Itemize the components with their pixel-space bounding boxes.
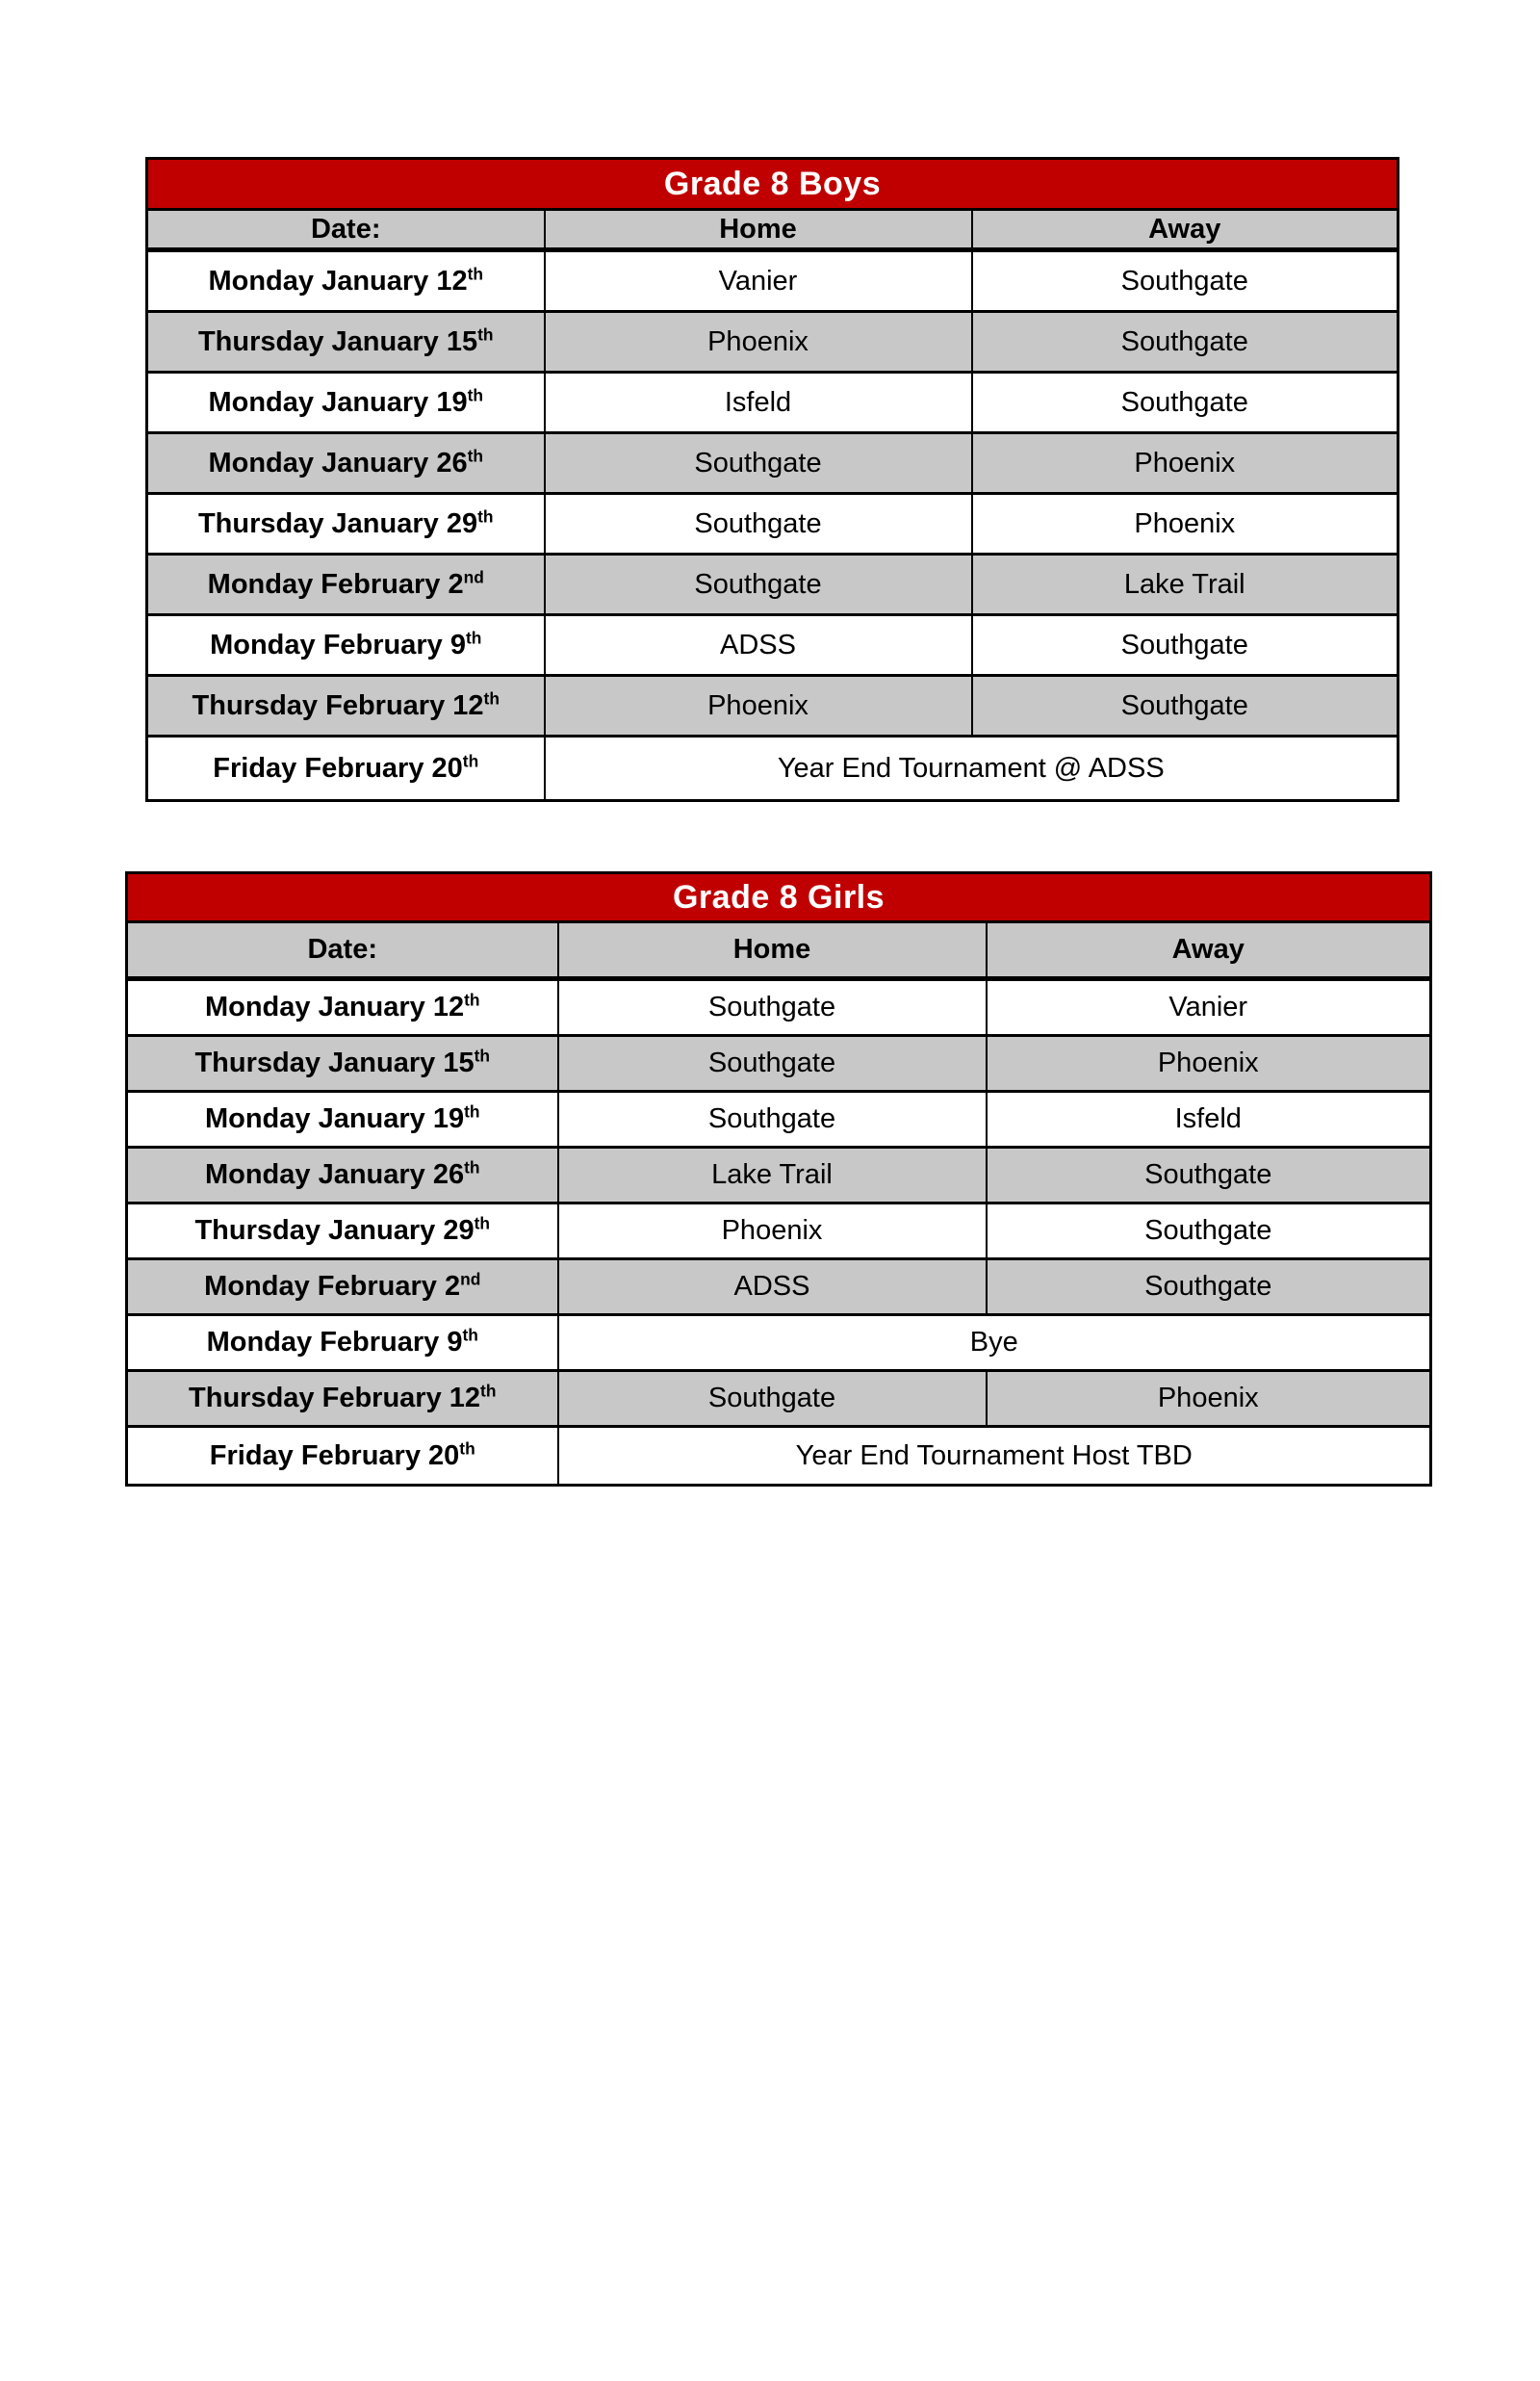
date-cell — [147, 615, 545, 676]
date-cell — [147, 373, 545, 433]
date-cell — [127, 1148, 558, 1203]
boys-title-row — [147, 159, 1399, 210]
away-column-header: Away — [972, 210, 1399, 250]
away-cell: Southgate — [972, 676, 1399, 737]
away-cell: Phoenix — [987, 1036, 1431, 1092]
away-cell: Southgate — [972, 250, 1399, 312]
home-column-header: Home — [545, 210, 972, 250]
girls-table-title: Grade 8 Girls — [127, 873, 1431, 922]
game-row — [147, 494, 1399, 555]
date-text: Monday February 9 — [206, 1327, 463, 1358]
away-cell: Southgate — [972, 312, 1399, 373]
date-text: Thursday January 15 — [197, 325, 478, 357]
date-cell — [147, 494, 545, 555]
home-cell: Phoenix — [545, 312, 972, 373]
game-row — [127, 1036, 1431, 1092]
home-cell: ADSS — [545, 615, 972, 676]
away-cell: Southgate — [987, 1148, 1431, 1203]
date-column-header: Date: — [147, 210, 545, 250]
date-text: Thursday January 29 — [194, 1215, 475, 1246]
date-cell — [127, 1315, 558, 1371]
date-cell — [127, 1259, 558, 1315]
date-text: Thursday February 12 — [192, 689, 484, 721]
date-cell — [147, 737, 545, 801]
date-text: Monday February 9 — [210, 629, 466, 660]
game-row — [127, 1092, 1431, 1148]
merged-note-cell: Year End Tournament @ ADSS — [545, 737, 1399, 801]
date-text: Monday January 12 — [204, 992, 465, 1022]
away-cell: Phoenix — [972, 494, 1399, 555]
ordinal-suffix: th — [474, 1213, 491, 1233]
game-row — [127, 979, 1431, 1036]
ordinal-suffix: nd — [460, 1269, 481, 1289]
date-text: Monday January 19 — [208, 386, 468, 418]
ordinal-suffix: th — [464, 1157, 480, 1178]
grade-8-girls-table — [125, 871, 1432, 1487]
away-column-header: Away — [987, 922, 1431, 979]
date-cell — [147, 312, 545, 373]
away-cell: Southgate — [972, 373, 1399, 433]
date-text: Monday January 26 — [204, 1159, 465, 1190]
ordinal-suffix: th — [467, 445, 484, 465]
date-cell — [127, 1427, 558, 1486]
ordinal-suffix: th — [465, 627, 482, 647]
ordinal-suffix: th — [467, 263, 484, 283]
home-cell: ADSS — [558, 1259, 987, 1315]
game-row — [147, 555, 1399, 615]
date-text: Monday February 2 — [204, 1271, 461, 1302]
merged-note-cell: Year End Tournament Host TBD — [558, 1427, 1431, 1486]
ordinal-suffix: th — [459, 1437, 475, 1458]
home-cell: Isfeld — [545, 373, 972, 433]
boys-header-row — [147, 210, 1399, 250]
date-text: Monday January 26 — [208, 447, 468, 479]
game-row — [127, 1259, 1431, 1315]
date-cell — [147, 555, 545, 615]
home-column-header: Home — [558, 922, 987, 979]
away-cell: Isfeld — [987, 1092, 1431, 1148]
girls-title-row — [127, 873, 1431, 922]
game-row — [147, 312, 1399, 373]
date-cell — [147, 676, 545, 737]
date-text: Monday February 2 — [207, 568, 464, 600]
home-cell: Phoenix — [545, 676, 972, 737]
game-row — [127, 1371, 1431, 1427]
game-row — [127, 1315, 1431, 1371]
away-cell: Southgate — [987, 1203, 1431, 1259]
game-row — [127, 1203, 1431, 1259]
date-text: Monday January 12 — [208, 265, 468, 297]
away-cell: Phoenix — [972, 433, 1399, 494]
away-cell: Lake Trail — [972, 555, 1399, 615]
girls-header-row — [127, 922, 1431, 979]
grade-8-boys-table — [145, 157, 1399, 802]
home-cell: Southgate — [545, 555, 972, 615]
away-cell: Vanier — [987, 979, 1431, 1036]
game-row — [147, 615, 1399, 676]
date-cell — [127, 1036, 558, 1092]
date-text: Thursday January 15 — [194, 1048, 475, 1078]
home-cell: Lake Trail — [558, 1148, 987, 1203]
date-column-header: Date: — [127, 922, 558, 979]
ordinal-suffix: th — [464, 990, 480, 1010]
home-cell: Southgate — [558, 979, 987, 1036]
boys-table-title: Grade 8 Boys — [147, 159, 1399, 210]
home-cell: Southgate — [558, 1036, 987, 1092]
date-cell — [127, 1203, 558, 1259]
game-row — [147, 676, 1399, 737]
date-cell — [127, 1371, 558, 1427]
ordinal-suffix: th — [462, 750, 479, 770]
home-cell: Southgate — [558, 1371, 987, 1427]
ordinal-suffix: th — [477, 324, 494, 344]
ordinal-suffix: th — [464, 1101, 480, 1122]
game-row — [147, 737, 1399, 801]
away-cell: Southgate — [987, 1259, 1431, 1315]
away-cell: Phoenix — [987, 1371, 1431, 1427]
date-text: Thursday February 12 — [189, 1383, 481, 1413]
date-cell — [127, 979, 558, 1036]
date-text: Thursday January 29 — [197, 507, 478, 539]
home-cell: Vanier — [545, 250, 972, 312]
ordinal-suffix: th — [483, 687, 500, 708]
home-cell: Southgate — [545, 494, 972, 555]
date-cell — [127, 1092, 558, 1148]
ordinal-suffix: th — [477, 505, 494, 526]
merged-note-cell: Bye — [558, 1315, 1431, 1371]
date-text: Monday January 19 — [204, 1103, 465, 1134]
ordinal-suffix: nd — [463, 566, 484, 586]
game-row — [147, 250, 1399, 312]
ordinal-suffix: th — [462, 1325, 478, 1345]
home-cell: Southgate — [545, 433, 972, 494]
away-cell: Southgate — [972, 615, 1399, 676]
game-row — [127, 1427, 1431, 1486]
date-text: Friday February 20 — [213, 752, 463, 784]
game-row — [147, 373, 1399, 433]
ordinal-suffix: th — [474, 1046, 491, 1066]
ordinal-suffix: th — [480, 1381, 497, 1401]
date-cell — [147, 433, 545, 494]
date-cell — [147, 250, 545, 312]
ordinal-suffix: th — [467, 384, 484, 404]
home-cell: Southgate — [558, 1092, 987, 1148]
date-text: Friday February 20 — [209, 1439, 460, 1471]
game-row — [147, 433, 1399, 494]
home-cell: Phoenix — [558, 1203, 987, 1259]
game-row — [127, 1148, 1431, 1203]
